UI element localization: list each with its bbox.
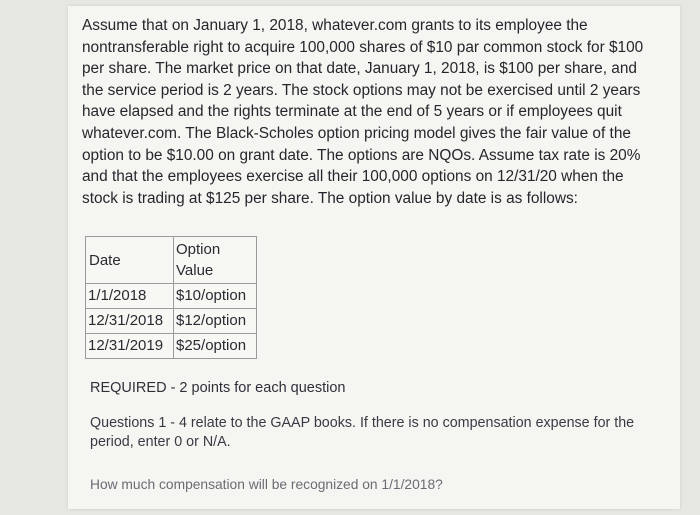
table-row — [86, 309, 257, 334]
questions-instructions: Questions 1 - 4 relate to the GAAP books. If there is no compensation expense for the period, enter 0 or N/A. — [90, 415, 635, 450]
header-date: Date — [86, 237, 174, 284]
option-value-table — [85, 236, 257, 359]
row-date: 1/1/2018 — [86, 284, 174, 309]
table-row — [86, 284, 257, 309]
required-points-note: REQUIRED - 2 points for each question — [90, 380, 346, 396]
row-value: $12/option — [174, 309, 257, 334]
row-date: 12/31/2018 — [86, 309, 174, 334]
row-value: $25/option — [174, 334, 257, 359]
question-1-text: How much compensation will be recognized on 1/1/2018? — [90, 477, 443, 492]
row-value: $10/option — [174, 284, 257, 309]
header-option-value — [174, 237, 257, 284]
row-date: 12/31/2019 — [86, 334, 174, 359]
table-header-row — [86, 237, 257, 284]
problem-statement: Assume that on January 1, 2018, whatever.com grants to its employee the nontransferable right to acquire 100,000 shares of $10 par common stock for $100 per share. The market price on that date, January 1, 2018, is $100 per share, and the service period is 2 years. The stock options may not be exercised until 2 years have elapsed and the rights terminate at the end of 5 years or if employees quit whatever.com. The Black-Scholes option pricing model gives the fair value of the option to be $10.00 on grant date. The options are NQOs. Assume tax rate is 20% and that the employees exercise all their 100,000 options on 12/31/20 when the stock is trading at $125 per share. The option value by date is as follows: — [82, 17, 644, 207]
table-row — [86, 334, 257, 359]
header-option-value-text: Option Value — [176, 241, 221, 279]
